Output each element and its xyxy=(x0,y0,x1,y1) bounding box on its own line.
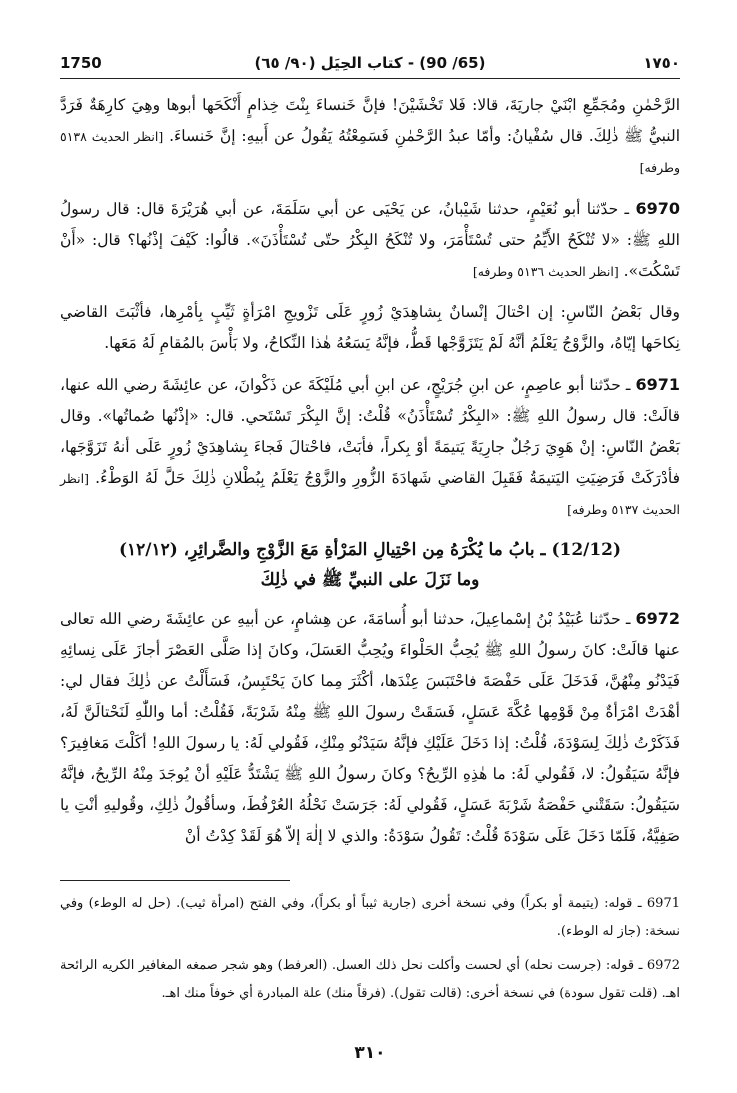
paragraph-text: وقال بَعْضُ النّاسِ: إن احْتالَ إنْسانٌ بِشاهِدَيْ زُورٍ عَلَى تَزْويجِ امْرَأةٍ ثَيِّبٍ بِأمْرِها، فأثْبَتَ القاضي نِكاحَها إيّاهُ، والزَّوْجُ يَعْلَمُ أنَّهُ لَمْ يَتَزَوَّجْها قَطُّ، فإنَّهُ يَسَعُهُ هٰذا النِّكاحُ، ولا بَأْسَ بالمُقامِ لَهُ مَعَها. xyxy=(60,303,680,352)
continuation-text: الرَّحْمٰنِ ومُجَمِّعِ ابْنَيْ جاريَةَ، قالا: فَلا تَخْشَيْنَ! فإنَّ خَنساءَ بِنْتَ خِذامٍ أَنْكَحَها أبوها وهِيَ كارِهَةٌ فَرَدَّ النبيُّ ﷺ ذٰلِكَ. قال سُفْيانُ: وأمّا عبدُ الرَّحْمٰنِ فَسَمِعْتُهُ يَقُولُ عن أَبيهِ: إنَّ خَنساءَ. xyxy=(60,96,681,145)
hadith-6972 xyxy=(60,603,680,852)
cross-reference: [انظر الحديث ٥١٣٧ وطرفه] xyxy=(60,471,680,517)
hadith-number: 6971 xyxy=(635,375,680,394)
cross-reference: [انظر الحديث ٥١٣٨ وطرفه] xyxy=(60,129,680,175)
page-number-arabic: ١٧٥٠ xyxy=(643,54,680,72)
book-page xyxy=(60,40,680,1070)
running-header xyxy=(60,52,680,79)
main-text xyxy=(60,90,680,862)
chapter-title-line1: (12/12) ـ بابُ ما يُكْرَهُ مِن احْتِيالِ المَرْأةِ مَعَ الزَّوْجِ والضَّرائِرِ، (١٢/١٢) xyxy=(118,540,622,560)
hadith-number: 6972 xyxy=(635,609,680,628)
footnotes xyxy=(60,890,680,1014)
continuation-paragraph xyxy=(60,90,680,183)
hadith-6970 xyxy=(60,193,680,287)
hadith-text: ـ حدّثنا أبو عاصِمٍ، عن ابنِ جُرَيْجٍ، عن ابنِ أبي مُلَيْكَةَ عن ذَكْوانَ، عن عائِشَةَ رضي الله عنها، قالَتْ: قال رسولُ اللهِ ﷺ: «البِكْرُ تُسْتَأْذَنُ» قُلْتُ: إنَّ البِكْرَ تَسْتَحي. قال: «إذْنُها صُماتُها». وقال بَعْضُ النّاسِ: إنْ هَوِيَ رَجُلٌ جارِيَةً يَتيمَةً أوْ بِكراً، فأبَتْ، فاحْتالَ فَجاءَ بِشاهِدَيْ زُورٍ عَلَى أنهُ تَزَوَّجَها، فأدْرَكَتْ فَرَضِيَتِ اليَتيمَةُ فَقَبِلَ القاضي شَهادَةَ الزُّورِ والزَّوْجُ يَعْلَمُ بِبُطْلانِ ذٰلِكَ حَلَّ لَهُ الوَطْءُ. xyxy=(60,376,680,487)
hadith-text: ـ حدّثنا عُبَيْدُ بْنُ إسْماعِيلَ، حدثنا أبو أُسامَةَ، عن هِشامٍ، عن أبيهِ عن عائِشَةَ رضي الله تعالى عنها قالَتْ: كانَ رسولُ اللهِ ﷺ يُحِبُّ الحَلْواءَ ويُحِبُّ العَسَلَ، وكانَ إذا صَلَّى العَصْرَ أجازَ عَلَى نِسائِهِ فَيَدْنُو مِنْهُنَّ، فَدَخَلَ عَلَى حَفْصَةَ فاحْتَبَسَ عِنْدَها، أكْثَرَ مِما كانَ يَحْتَبِسُ، فَسَأَلْتُ عن ذٰلِكَ فقال لي: أهْدَتْ امْرَأةٌ مِنْ قَوْمِها عُكَّةَ عَسَلٍ، فَسَقَتْ رسولَ اللهِ ﷺ مِنْهُ شَرْبَةً، فَقُلْتُ: أما واللّٰهِ لَنَحْتالَنَّ لَهُ، فَذَكَرْتُ ذٰلِكَ لِسَوْدَةَ، قُلْتُ: إذا دَخَلَ عَلَيْكِ فإنَّهُ سَيَدْنُو مِنْكِ، فَقُولي لَهُ: يا رسولَ اللهِ! أكَلْتَ مَغافِيرَ؟ فإنَّهُ سَيَقُولُ: لا، فَقُولي لَهُ: ما هٰذِهِ الرِّيحُ؟ وكانَ رسولُ اللهِ ﷺ يَشْتَدُّ عَلَيْهِ أنْ يُوجَدَ مِنْهُ الرِّيحُ، فإنَّهُ سَيَقُولُ: سَقَتْني حَفْصَةُ شَرْبَةَ عَسَلٍ، فَقُولي لَهُ: جَرَسَتْ نَحْلُهُ العُرْفُطَ، وسأقُولُ ذٰلِكِ، وقُوليهِ أنْتِ يا صَفِيَّةُ، فَلَمّا دَخَلَ عَلَى سَوْدَةَ قُلْتُ: تَقُولُ سَوْدَةُ: والذي لا إلٰهَ إلاّ هُوَ لَقَدْ كِدْتُ أنْ xyxy=(60,610,680,845)
footnote-6971: 6971 ـ قوله: (يتيمة أو بكراً) وفي نسخة أخرى (جارية ثيباً أو بكراً)، وفي الفتح (امرأة ثيب). (حل له الوطء) وفي نسخة: (جاز له الوطء). xyxy=(60,896,680,939)
hadith-6971 xyxy=(60,369,680,525)
running-title: (65/ 90) - كتاب الحِيَل (٩٠/ ٦٥) xyxy=(254,54,486,72)
hadith-text: ـ حدّثنا أبو نُعَيْمٍ، حدثنا شَيْبانُ، عن يَحْيَى عن أبي سَلَمَةَ، عن أبي هُرَيْرَةَ قال: قال رسولُ اللهِ ﷺ: «لا تُنْكَحُ الأَيِّمُ حتى تُسْتَأْمَرَ، ولا تُنْكَحُ البِكْرُ حتّى تُسْتَأْذَنَ». قالُوا: كَيْفَ إذْنُها؟ قال: «أَنْ تَسْكُتَ». xyxy=(60,200,680,280)
cross-reference: [انظر الحديث ٥١٣٦ وطرفه] xyxy=(472,264,619,279)
paragraph-some-people xyxy=(60,297,680,359)
chapter-heading xyxy=(60,535,680,595)
folio-number: ٣١٠ xyxy=(354,1043,386,1063)
hadith-number: 6970 xyxy=(635,199,680,218)
footnote-6972: 6972 ـ قوله: (جرست نحله) أي لحست وأكلت نحل ذلك العسل. (العرفط) وهو شجر صمغه المغافير الكريه الرائحة اهـ. (قلت تقول سودة) في نسخة أخرى: (قالت تقول). (فرقاً منك) علة المبادرة أي خوفاً منك اهـ. xyxy=(60,958,680,1001)
page-number-latin: 1750 xyxy=(60,54,102,72)
footnote-divider xyxy=(60,880,290,881)
chapter-title-line2: وما نَزَلَ على النبيِّ ﷺ في ذٰلِكَ xyxy=(260,570,480,590)
